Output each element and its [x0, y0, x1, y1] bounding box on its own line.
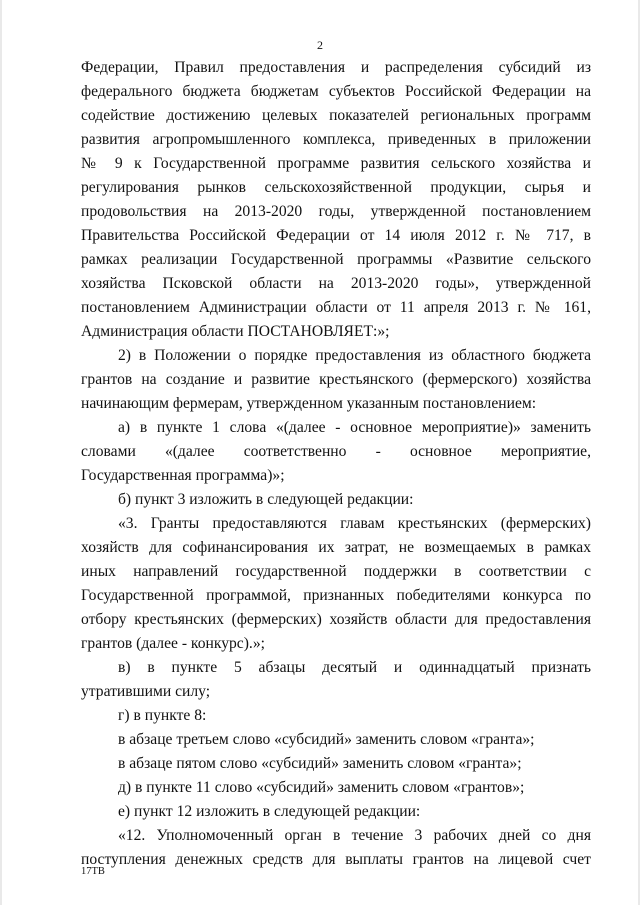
text-line: содействие достижению целевых показателей региональных программ — [81, 107, 591, 124]
text-line: поступления денежных средств для выплаты грантов на лицевой счет — [81, 851, 591, 868]
text-line: регулирования рынков сельскохозяйственной продукции, сырья и — [81, 179, 591, 196]
text-line: в абзаце пятом слово «субсидий» заменить словом «гранта»; — [118, 755, 522, 772]
text-line: федерального бюджета бюджетам субъектов Российской Федерации на — [81, 83, 591, 100]
text-line: начинающим фермерам, утвержденном указанным постановлением: — [81, 395, 537, 412]
text-line: 2) в Положении о порядке предоставления из областного бюджета — [118, 347, 591, 364]
text-line: в абзаце третьем слово «субсидий» заменить словом «гранта»; — [118, 731, 535, 748]
text-line: г) в пункте 8: — [118, 707, 207, 724]
text-line: № 9 к Государственной программе развития сельского хозяйства и — [81, 155, 591, 172]
text-line: грантов (далее - конкурс).»; — [81, 635, 265, 652]
text-line: утратившими силу; — [81, 683, 211, 700]
text-line: Администрация области ПОСТАНОВЛЯЕТ:»; — [81, 323, 390, 340]
text-line: продовольствия на 2013-2020 годы, утвержденной постановлением — [81, 203, 591, 220]
text-line: Федерации, Правил предоставления и распределения субсидий из — [81, 59, 591, 76]
text-line: хозяйства Псковской области на 2013-2020 годы», утвержденной — [81, 275, 591, 292]
page-number: 2 — [317, 38, 323, 52]
text-line: Государственная программа)»; — [81, 467, 285, 484]
text-line: развития агропромышленного комплекса, приведенных в приложении — [81, 131, 591, 148]
text-line: «12. Уполномоченный орган в течение 3 рабочих дней со дня — [118, 827, 591, 844]
text-line: в) в пункте 5 абзацы десятый и одиннадцатый признать — [118, 659, 591, 676]
text-line: Правительства Российской Федерации от 14 июля 2012 г. № 717, в — [81, 227, 591, 244]
text-line: рамках реализации Государственной программы «Развитие сельского — [81, 251, 591, 268]
text-line: д) в пункте 11 слово «субсидий» заменить словом «грантов»; — [118, 779, 525, 796]
text-line: словами «(далее соответственно - основное мероприятие, — [81, 443, 591, 460]
text-line: иных направлений государственной поддержки в соответствии с — [81, 563, 591, 580]
text-line: «3. Гранты предоставляются главам крестьянских (фермерских) — [118, 515, 591, 532]
text-line: Государственной программой, признанных победителями конкурса по — [81, 587, 591, 604]
text-line: е) пункт 12 изложить в следующей редакции: — [118, 803, 421, 820]
text-line: а) в пункте 1 слова «(далее - основное мероприятие)» заменить — [118, 419, 591, 436]
text-line: отбору крестьянских (фермерских) хозяйств области для предоставления — [81, 611, 591, 628]
text-line: б) пункт 3 изложить в следующей редакции: — [118, 491, 414, 508]
document-code: 17ТВ — [81, 866, 105, 877]
left-scan-edge — [0, 0, 2, 905]
text-line: постановлением Администрации области от 11 апреля 2013 г. № 161, — [81, 299, 591, 316]
text-line: грантов на создание и развитие крестьянского (фермерского) хозяйства — [81, 371, 591, 388]
text-line: хозяйств для софинансирования их затрат, не возмещаемых в рамках — [81, 539, 591, 556]
